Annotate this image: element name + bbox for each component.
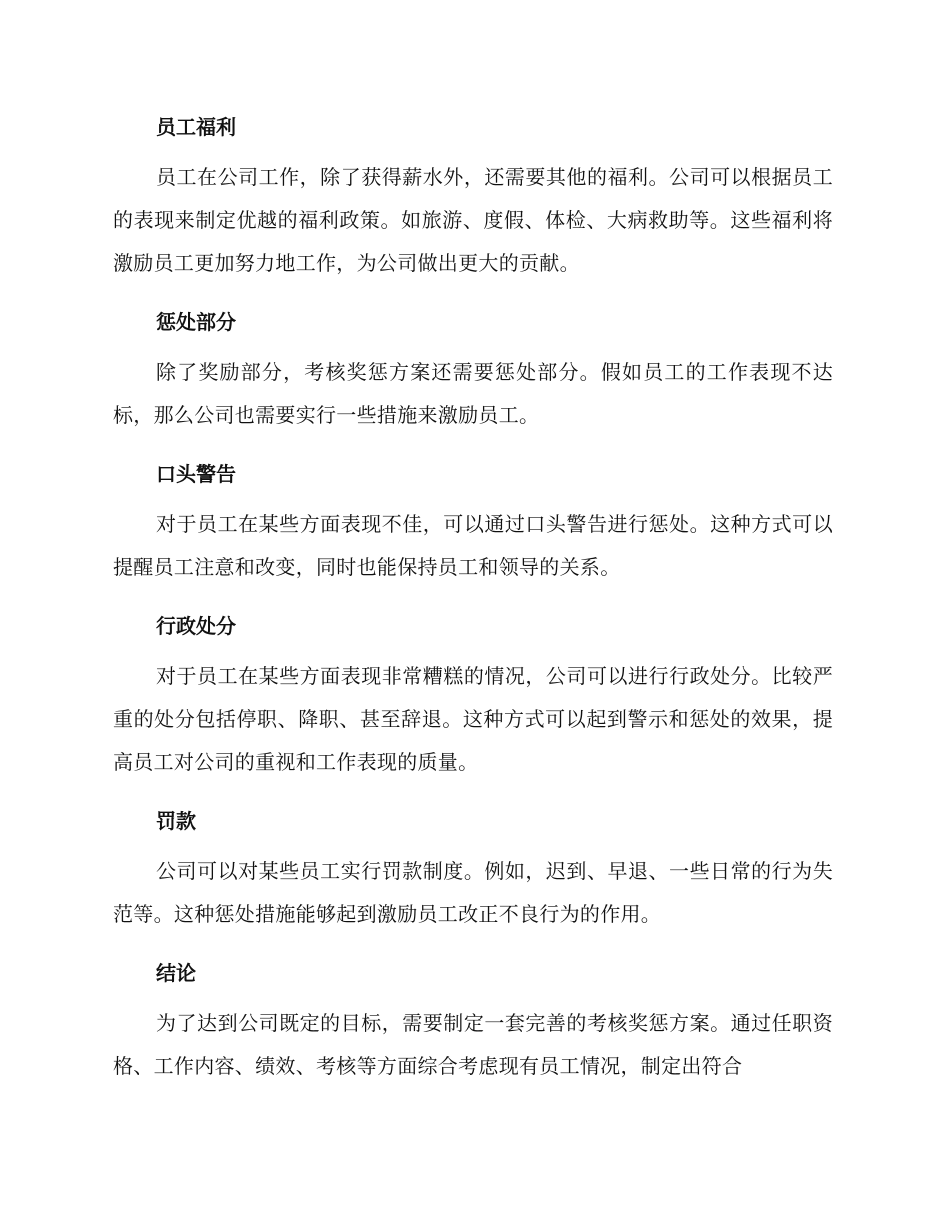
document-body xyxy=(113,104,833,1102)
section-heading-administrative-sanction: 行政处分 xyxy=(156,614,236,638)
section-heading-employee-benefits: 员工福利 xyxy=(156,115,236,139)
section-paragraph-fine: 公司可以对某些员工实行罚款制度。例如，迟到、早退、一些日常的行为失范等。这种惩处措施能够起到激励员工改正不良行为的作用。 xyxy=(113,859,833,926)
section-heading-verbal-warning: 口头警告 xyxy=(156,462,236,486)
section-heading-penalty-part: 惩处部分 xyxy=(156,310,236,334)
section-paragraph-verbal-warning: 对于员工在某些方面表现不佳，可以通过口头警告进行惩处。这种方式可以提醒员工注意和改变，同时也能保持员工和领导的关系。 xyxy=(113,512,833,579)
section-paragraph-administrative-sanction: 对于员工在某些方面表现非常糟糕的情况，公司可以进行行政处分。比较严重的处分包括停职、降职、甚至辞退。这种方式可以起到警示和惩处的效果，提高员工对公司的重视和工作表现的质量。 xyxy=(113,664,833,774)
section-heading-fine: 罚款 xyxy=(156,809,196,833)
section-paragraph-penalty-part: 除了奖励部分，考核奖惩方案还需要惩处部分。假如员工的工作表现不达标，那么公司也需要实行一些措施来激励员工。 xyxy=(113,360,833,427)
section-heading-conclusion: 结论 xyxy=(156,961,196,985)
section-paragraph-conclusion: 为了达到公司既定的目标，需要制定一套完善的考核奖惩方案。通过任职资格、工作内容、绩效、考核等方面综合考虑现有员工情况，制定出符合 xyxy=(113,1011,833,1078)
section-paragraph-employee-benefits: 员工在公司工作，除了获得薪水外，还需要其他的福利。公司可以根据员工的表现来制定优越的福利政策。如旅游、度假、体检、大病救助等。这些福利将激励员工更加努力地工作，为公司做出更大的贡献。 xyxy=(113,165,833,275)
